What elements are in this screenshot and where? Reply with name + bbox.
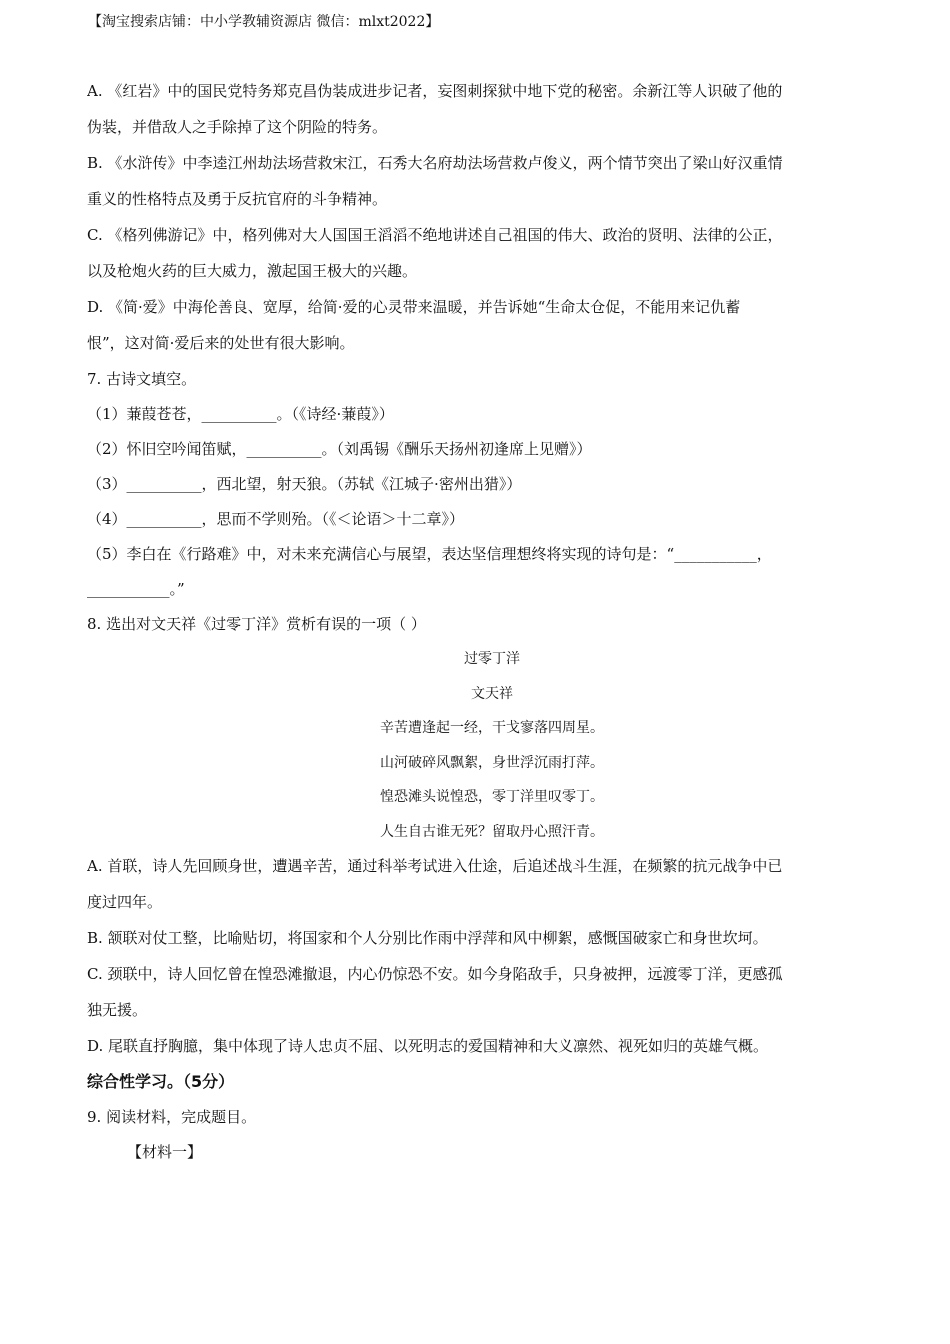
q6-option-c [87, 220, 863, 292]
q8-option-c [87, 959, 863, 1031]
q6-option-c-line1: C. 《格列佛游记》中，格列佛对大人国国王滔滔不绝地讲述自己祖国的伟大、政治的贤明、法律的公正， [87, 226, 783, 244]
poem-line-4: 人生自古谁无死？留取丹心照汗青。 [380, 823, 604, 840]
q7-item-4: （4）__________，思而不学则殆。（《＜论语＞十二章》） [87, 510, 465, 528]
q8-option-c-line1: C. 颈联中，诗人回忆曾在惶恐滩撤退，内心仍惊恐不安。如今身陷敌手，只身被押，远渡零丁洋，更感孤 [87, 965, 783, 983]
q7-title: 7. 古诗文填空。 [87, 370, 197, 388]
q9-title: 9. 阅读材料，完成题目。 [87, 1108, 257, 1126]
poem-line-3: 惶恐滩头说惶恐，零丁洋里叹零丁。 [380, 789, 604, 805]
q6-option-b-line1: B. 《水浒传》中李逵江州劫法场营救宋江，石秀大名府劫法场营救卢俊义，两个情节突出了梁山好汉重情 [87, 154, 783, 172]
q9-material-label: 【材料一】 [127, 1143, 203, 1161]
q6-option-b [87, 148, 863, 220]
q8-option-d: D. 尾联直抒胸臆，集中体现了诗人忠贞不屈、以死明志的爱国精神和大义凛然、视死如归的英雄气概。 [87, 1037, 769, 1055]
q7-item-5-line2: ___________。” [87, 580, 185, 598]
poem-author: 文天祥 [471, 685, 513, 702]
q8-option-a-line2: 度过四年。 [87, 893, 163, 911]
q6-option-d-line1: D. 《简·爱》中海伦善良、宽厚，给简·爱的心灵带来温暖，并告诉她“生命太仓促，不能用来记仇蓄 [87, 298, 741, 316]
q6-option-a-line2: 伪装，并借敌人之手除掉了这个阴险的特务。 [87, 118, 388, 136]
q6-option-b-line2: 重义的性格特点及勇于反抗官府的斗争精神。 [87, 190, 388, 208]
q8-option-c-line2: 独无援。 [87, 1001, 148, 1019]
page-header: 【淘宝搜索店铺：中小学教辅资源店 微信：mlxt2022】 [88, 14, 440, 30]
q6-option-c-line2: 以及枪炮火药的巨大威力，激起国王极大的兴趣。 [87, 262, 418, 280]
q6-option-a-line1: A. 《红岩》中的国民党特务郑克昌伪装成进步记者，妄图刺探狱中地下党的秘密。余新江等人识破了他的 [87, 82, 783, 100]
q8-option-b: B. 颔联对仗工整，比喻贴切，将国家和个人分别比作雨中浮萍和风中柳絮，感慨国破家亡和身世坎坷。 [87, 929, 768, 947]
q6-option-d [87, 292, 863, 364]
q7-item-1: （1）蒹葭苍苍，__________。（《诗经·蒹葭》） [87, 405, 394, 423]
q7-item-5-line1: （5）李白在《行路难》中，对未来充满信心与展望，表达坚信理想终将实现的诗句是：“___________， [87, 545, 772, 563]
q6-option-a [87, 76, 863, 148]
q6-option-d-line2: 恨”，这对简·爱后来的处世有很大影响。 [87, 334, 355, 352]
poem-title: 过零丁洋 [464, 651, 520, 667]
q8-option-a-line1: A. 首联，诗人先回顾身世，遭遇辛苦，通过科举考试进入仕途，后追述战斗生涯，在频繁的抗元战争中已 [87, 857, 783, 875]
poem-line-2: 山河破碎风飘絮，身世浮沉雨打萍。 [380, 754, 604, 771]
page-content [87, 76, 863, 1172]
q7-item-2: （2）怀旧空吟闻笛赋，__________。（刘禹锡《酬乐天扬州初逢席上见赠》） [87, 440, 592, 458]
q7-item-3: （3）__________，西北望，射天狼。（苏轼《江城子·密州出猎》） [87, 475, 522, 493]
section-title: 综合性学习。（5分） [87, 1072, 235, 1091]
q8-option-a [87, 851, 863, 923]
poem-line-1: 辛苦遭逢起一经，干戈寥落四周星。 [380, 720, 604, 736]
q8-title: 8. 选出对文天祥《过零丁洋》赏析有误的一项（ ） [87, 615, 426, 633]
